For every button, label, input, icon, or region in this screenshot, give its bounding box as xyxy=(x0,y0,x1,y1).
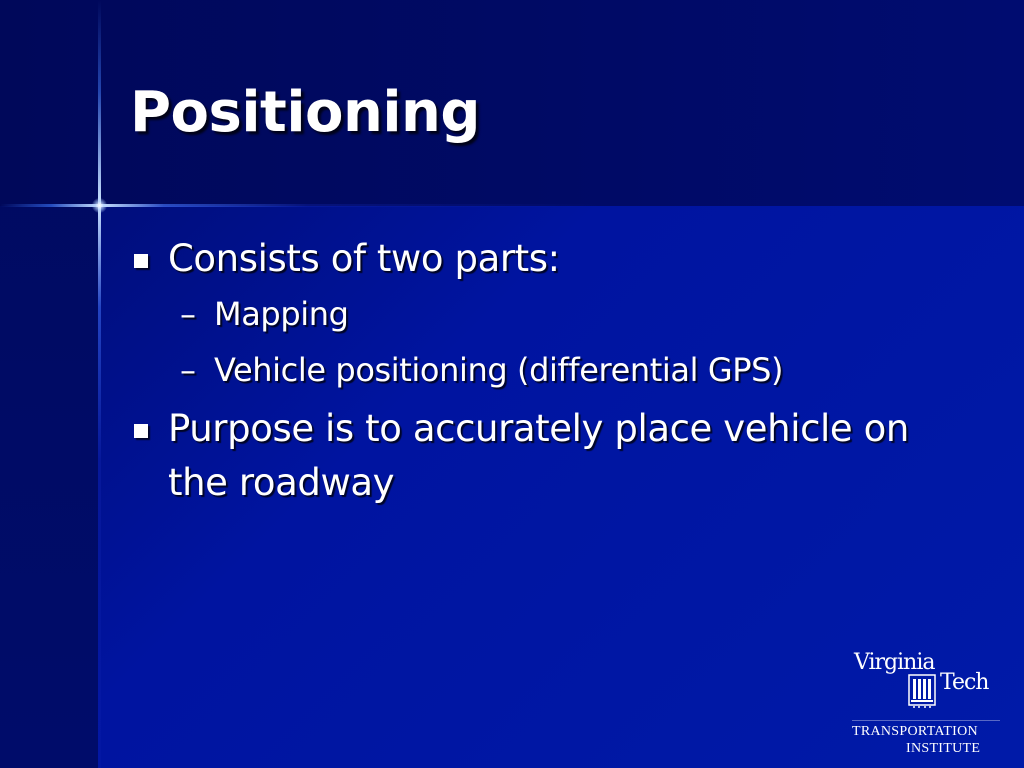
sub-bullet-text: Mapping xyxy=(214,295,349,333)
dash-bullet-icon: – xyxy=(180,295,196,333)
logo-tech-text: Tech xyxy=(940,670,989,695)
square-bullet-icon xyxy=(134,424,148,438)
virginia-tech-transportation-institute-logo xyxy=(846,648,1006,760)
sub-bullet-item xyxy=(130,286,950,342)
bullet-list xyxy=(130,232,950,510)
bullet-item xyxy=(130,402,950,510)
vertical-flare-line xyxy=(98,0,101,768)
dash-bullet-icon: – xyxy=(180,351,196,389)
seal-icon xyxy=(908,674,936,710)
square-bullet-icon xyxy=(134,254,148,268)
logo-institute-text: INSTITUTE xyxy=(906,741,981,756)
sub-bullet-text: Vehicle positioning (differential GPS) xyxy=(214,351,784,389)
logo-transportation-text: TRANSPORTATION xyxy=(852,724,978,739)
bullet-text: Purpose is to accurately place vehicle on the roadway xyxy=(168,407,909,504)
sub-bullet-item xyxy=(130,342,950,398)
slide-title: Positioning xyxy=(130,80,480,145)
horizontal-flare-line xyxy=(0,204,1024,207)
logo-virginia-text: Virginia xyxy=(854,650,935,675)
flare-star-icon xyxy=(92,198,107,213)
logo-divider xyxy=(852,720,1000,721)
bullet-item xyxy=(130,232,950,286)
bullet-text: Consists of two parts: xyxy=(168,237,560,280)
